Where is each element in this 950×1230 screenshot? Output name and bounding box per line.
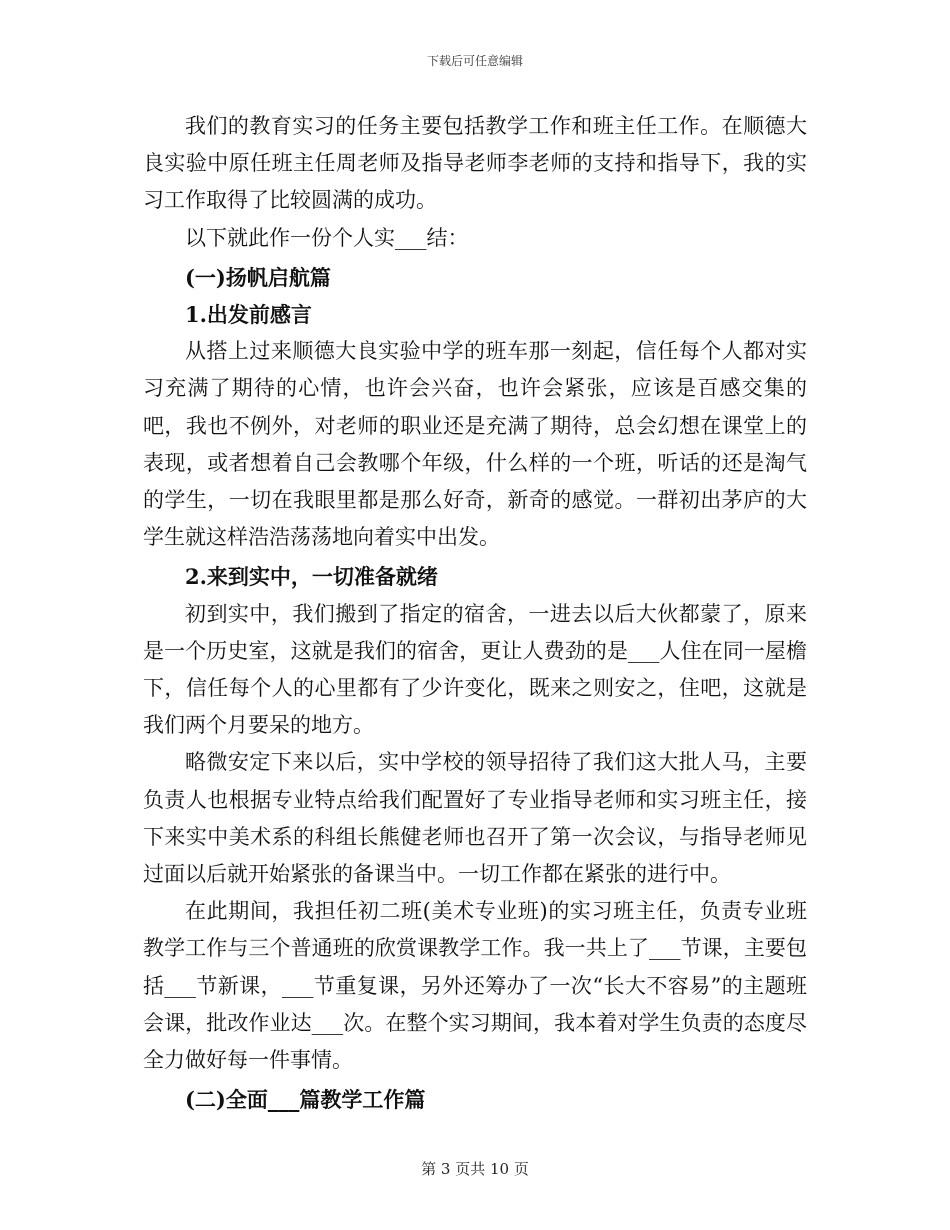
section-heading-2: (二)全面___篇教学工作篇 <box>185 1087 426 1113</box>
paragraph-1: 我们的教育实习的任务主要包括教学工作和班主任工作。在顺德大良实验中原任班主任周老师及指导老师李老师的支持和指导下，我的实习工作取得了比较圆满的成功。 <box>143 114 807 213</box>
paragraph-6: 在此期间，我担任初二班(美术专业班)的实习班主任，负责专业班教学工作与三个普通班的欣赏课教学工作。我一共上了___节课，主要包括___节新课，___节重复课，另外还筹办了一次“长大不容易”的主题班会课，批改作业达___次。在整个实习期间，我本着对学生负责的态度尽全力做好每一件事情。 <box>143 899 807 1073</box>
paragraph-4: 初到实中，我们搬到了指定的宿舍，一进去以后大伙都蒙了，原来是一个历史室，这就是我们的宿舍，更让人费劲的是___人住在同一屋檐下，信任每个人的心里都有了少许变化，既来之则安之，住吧，这就是我们两个月要呆的地方。 <box>143 601 807 738</box>
page-footer: 第 3 页共 10 页 <box>421 1160 529 1178</box>
document-body <box>143 108 807 1118</box>
subheading-1: 1.出发前感言 <box>185 302 312 328</box>
section-heading-1: (一)扬帆启航篇 <box>185 264 331 290</box>
subheading-2: 2.来到实中，一切准备就绪 <box>185 564 438 590</box>
page-header: 下载后可任意编辑 <box>426 54 523 68</box>
paragraph-5: 略微安定下来以后，实中学校的领导招待了我们这大批人马，主要负责人也根据专业特点给我们配置好了专业指导老师和实习班主任，接下来实中美术系的科组长熊健老师也召开了第一次会议，与指导老师见过面以后就开始紧张的备课当中。一切工作都在紧张的进行中。 <box>143 750 807 887</box>
paragraph-3: 从搭上过来顺德大良实验中学的班车那一刻起，信任每个人都对实习充满了期待的心情，也许会兴奋，也许会紧张，应该是百感交集的吧，我也不例外，对老师的职业还是充满了期待，总会幻想在课堂上的表现，或者想着自己会教哪个年级，什么样的一个班，听话的还是淘气的学生，一切在我眼里都是那么好奇，新奇的感觉。一群初出茅庐的大学生就这样浩浩荡荡地向着实中出发。 <box>143 339 807 550</box>
paragraph-2: 以下就此作一份个人实___结： <box>185 225 469 250</box>
